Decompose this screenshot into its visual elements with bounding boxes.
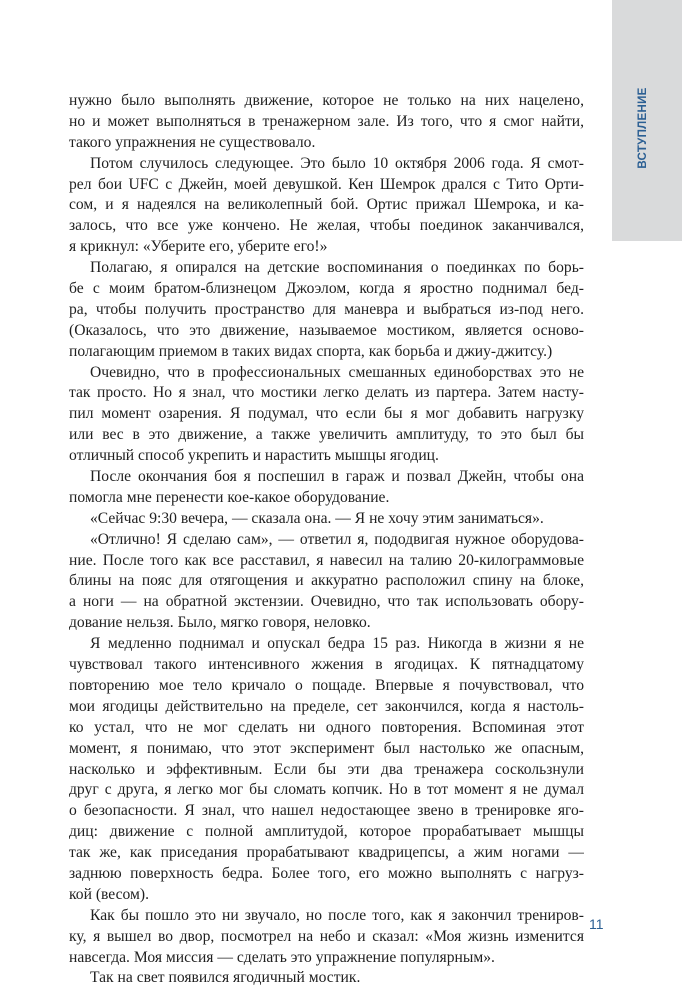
- text-line: ко устал, что не мог сделать ни одного повторения. Вспоминая этот: [69, 718, 584, 736]
- text-line: Очевидно, что в профессиональных смешанных единоборствах это не: [90, 363, 584, 381]
- text-line: так просто. Но я знал, что мостики легко делать из партера. Затем насту-: [69, 384, 584, 402]
- text-line: Полагаю, я опирался на детские воспоминания о поединках по борь-: [90, 259, 584, 277]
- text-line: такого упражнения не существовало.: [69, 133, 316, 151]
- text-line: так же, как приседания прорабатывают квадрицепсы, а жим ногами —: [69, 844, 584, 862]
- text-line: ние. После того как все расставил, я навесил на талию 20-килограммовые: [69, 551, 584, 569]
- text-line: пил момент озарения. Я подумал, что если бы я мог добавить нагрузку: [69, 405, 584, 423]
- text-line: но и может выполняться в тренажерном зале. Из того, что я смог найти,: [69, 112, 584, 130]
- text-line: диц: движение с полной амплитудой, которое прорабатывает мышцы: [69, 823, 584, 841]
- text-line: навсегда. Моя миссия — сделать это упражнение популярным».: [69, 948, 495, 966]
- text-line: Потом случилось следующее. Это было 10 октября 2006 года. Я смот-: [90, 154, 584, 172]
- text-line: ра, чтобы получить пространство для маневра и выбраться из-под него.: [69, 300, 584, 318]
- text-line: ку, я вышел во двор, посмотрел на небо и сказал: «Моя жизнь изменится: [69, 927, 584, 945]
- text-line: Я медленно поднимал и опускал бедра 15 раз. Никогда в жизни я не: [90, 635, 584, 653]
- text-line: момент, я понимаю, что этот эксперимент был настолько же опасным,: [69, 739, 584, 757]
- section-tab-label: ВСТУПЛЕНИЕ: [637, 87, 649, 169]
- text-line: сом, и я надеялся на великолепный бой. Ортис прижал Шемрока, и ка-: [69, 196, 584, 214]
- text-line: помогла мне перенести кое-какое оборудование.: [69, 488, 390, 506]
- text-line: залось, что все уже кончено. Не желая, чтобы поединок заканчивался,: [69, 217, 584, 235]
- text-line: кой (весом).: [69, 885, 149, 903]
- text-line: нужно было выполнять движение, которое не только на них нацелено,: [69, 92, 584, 109]
- text-line: насколько и эффективным. Если бы эти два тренажера соскользнули: [69, 760, 584, 778]
- text-line: отличный способ укрепить и нарастить мышцы ягодиц.: [69, 447, 439, 465]
- text-line: «Отлично! Я сделаю сам», — ответил я, пододвигая нужное оборудова-: [90, 530, 584, 548]
- page-number: 11: [589, 916, 604, 932]
- text-line: я крикнул: «Уберите его, уберите его!»: [69, 238, 328, 256]
- text-line: повторению мое тело кричало о пощаде. Впервые я почувствовал, что: [69, 676, 584, 694]
- text-line: Так на свет появился ягодичный мостик.: [90, 969, 361, 987]
- text-line: «Сейчас 9:30 вечера, — сказала она. — Я не хочу этим заниматься».: [90, 509, 544, 527]
- text-line: чувствовал такого интенсивного жжения в ягодицах. К пятнадцатому: [69, 656, 584, 674]
- text-line: мои ягодицы действительно на пределе, сет закончился, когда я настоль-: [69, 697, 584, 715]
- text-line: о безопасности. Я знал, что нашел недостающее звено в тренировке яго-: [69, 802, 584, 820]
- text-line: полагающим приемом в таких видах спорта, как борьба и джиу-джитсу.): [69, 342, 553, 360]
- text-line: а ноги — на обратной экстензии. Очевидно, что так использовать обору-: [69, 593, 584, 611]
- text-line: или вес в это движение, а также увеличить амплитуду, то это был бы: [69, 426, 584, 444]
- text-line: дование нельзя. Было, мягко говоря, неловко.: [69, 614, 371, 632]
- text-line: (Оказалось, что это движение, называемое мостиком, является осново-: [69, 321, 584, 339]
- body-text: [69, 91, 584, 989]
- text-line: заднюю поверхность бедра. Более того, его можно выполнять с нагруз-: [69, 864, 584, 882]
- text-line: рел бои UFC с Джейн, моей девушкой. Кен Шемрок дрался с Тито Орти-: [69, 175, 584, 193]
- text-line: друг с друга, я легко мог бы сломать копчик. Но в тот момент я не думал: [69, 781, 584, 799]
- text-line: блины на пояс для отягощения и аккуратно расположил спину на блоке,: [69, 572, 584, 590]
- text-line: бе с моим братом-близнецом Джоэлом, когда я яростно поднимал бед-: [69, 280, 584, 298]
- text-line: После окончания боя я поспешил в гараж и позвал Джейн, чтобы она: [90, 468, 584, 486]
- text-line: Как бы пошло это ни звучало, но после того, как я закончил трениров-: [90, 906, 584, 924]
